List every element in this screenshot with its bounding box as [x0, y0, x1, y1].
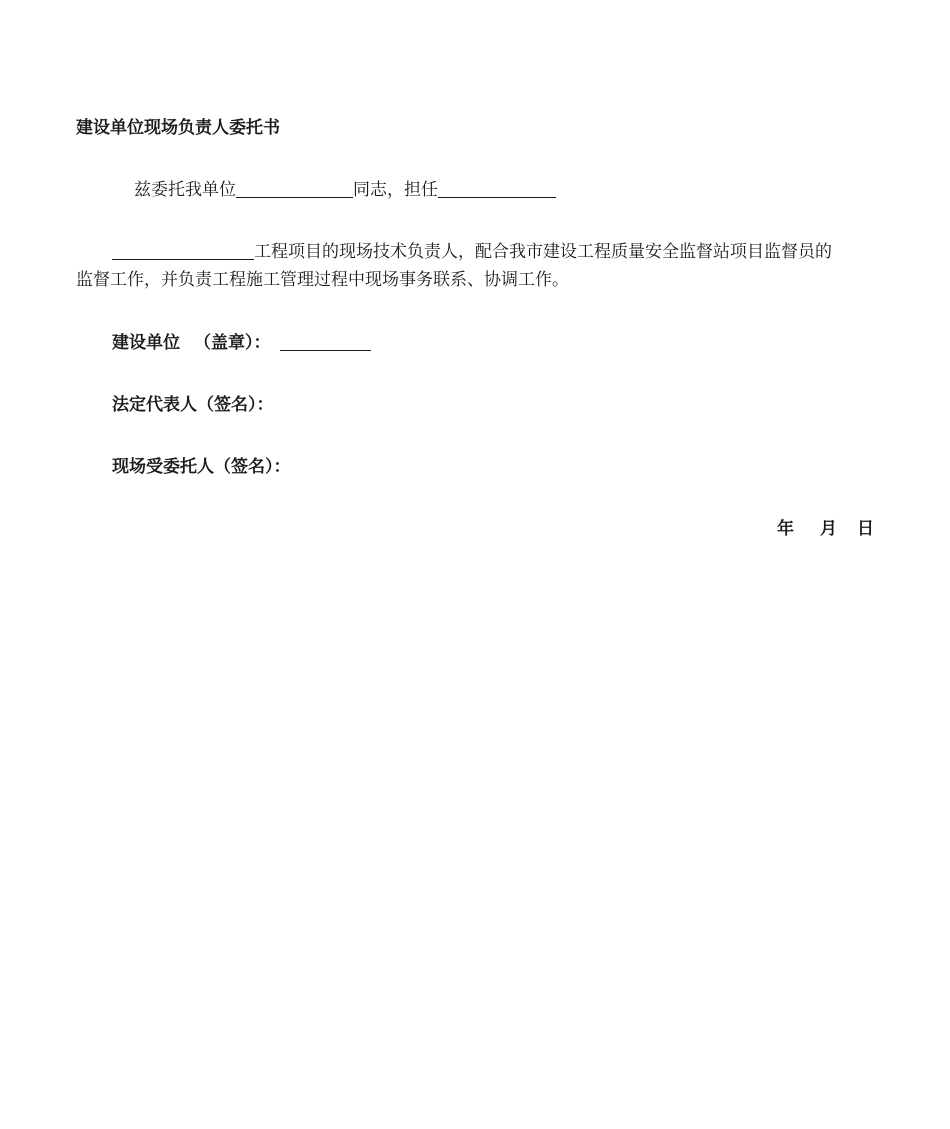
unit-seal-blank[interactable] — [280, 330, 371, 351]
unit-seal-line — [112, 329, 371, 357]
date-line — [777, 515, 874, 543]
legal-rep-label: 法定代表人（签名）： — [112, 395, 274, 415]
paragraph-delegation — [134, 176, 556, 204]
project-line1-text: 工程项目的现场技术负责人，配合我市建设工程质量安全监督站项目监督员的 — [254, 242, 832, 262]
date-month: 月 — [820, 519, 837, 539]
delegate-name-blank[interactable] — [236, 177, 353, 198]
seal-label: （盖章）： — [194, 333, 271, 353]
delegation-prefix-text: 兹委托我单位 — [134, 180, 236, 200]
date-day: 日 — [857, 519, 874, 539]
paragraph-project-line2 — [76, 266, 569, 294]
project-name-blank[interactable] — [112, 239, 254, 260]
document-title: 建设单位现场负责人委托书 — [76, 118, 280, 138]
delegation-middle-text: 同志，担任 — [353, 180, 438, 200]
onsite-delegate-signature-line — [112, 453, 291, 481]
onsite-delegate-label: 现场受委托人（签名）： — [112, 457, 291, 477]
legal-rep-signature-line — [112, 391, 274, 419]
unit-label: 建设单位 — [112, 333, 180, 353]
position-blank[interactable] — [438, 177, 556, 198]
project-line2-text: 监督工作，并负责工程施工管理过程中现场事务联系、协调工作。 — [76, 270, 569, 290]
date-year: 年 — [777, 519, 794, 539]
paragraph-project-line1 — [112, 238, 832, 266]
